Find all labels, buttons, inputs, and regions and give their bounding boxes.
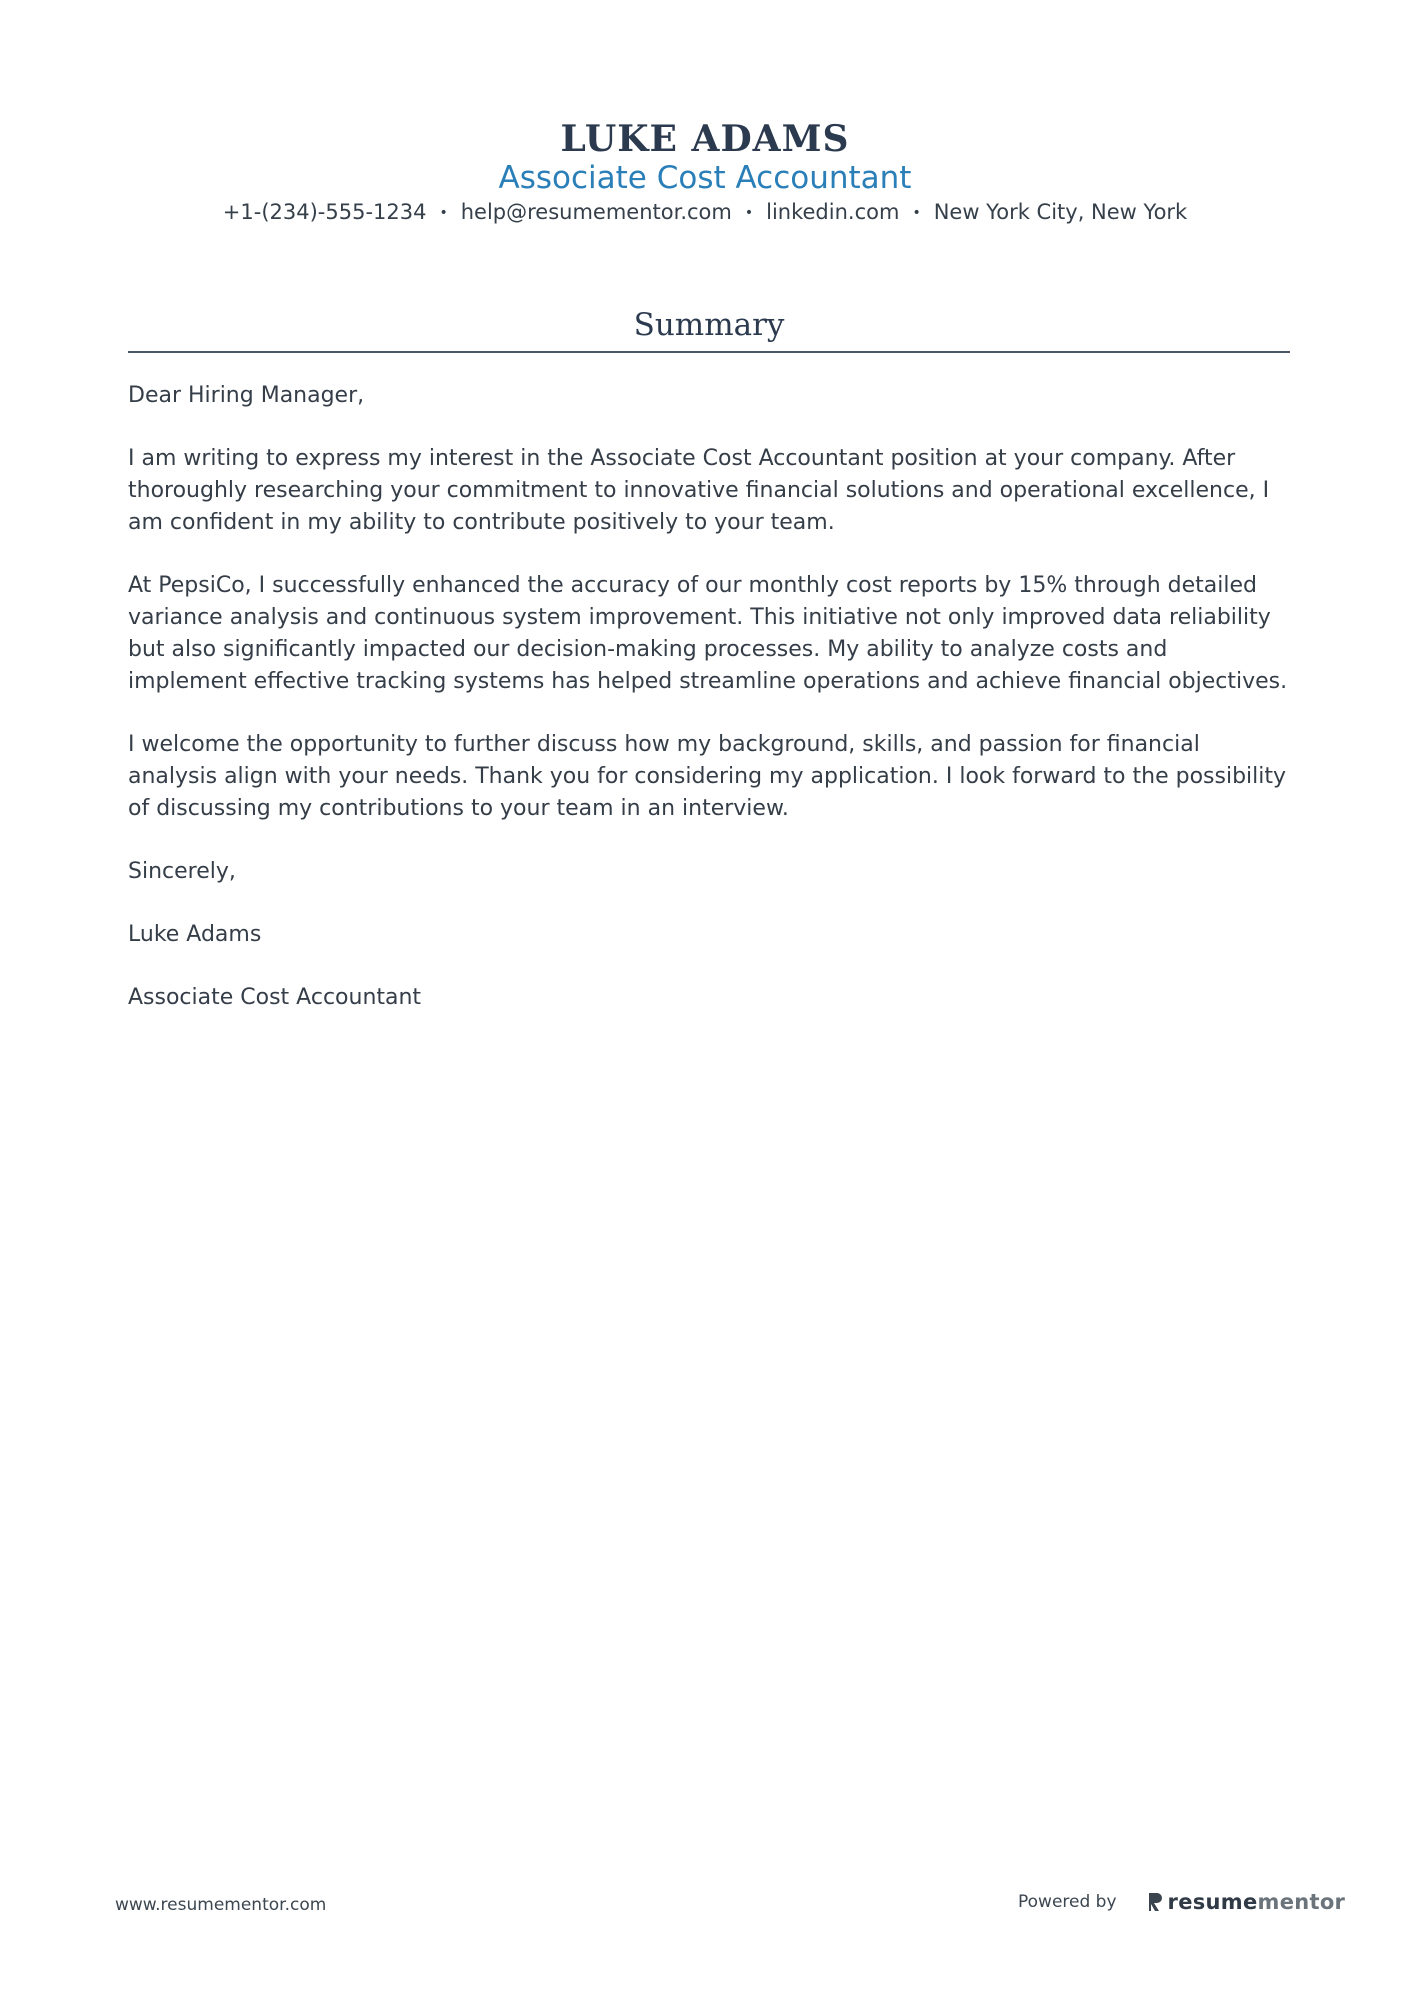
section-title-summary: Summary [633,307,785,343]
candidate-name: LUKE ADAMS [560,118,850,160]
brand-text-mentor: mentor [1257,1890,1346,1914]
contact-linkedin[interactable]: linkedin.com [766,200,900,224]
header [0,118,1410,227]
resumementor-logo-icon [1147,1892,1164,1912]
footer-website[interactable]: www.resumementor.com [115,1895,327,1915]
contact-separator: • [744,205,754,221]
contact-separator: • [912,205,921,221]
brand-text-resume: resume [1167,1890,1258,1914]
letter-body [128,380,1290,1045]
signature-title: Associate Cost Accountant [128,985,422,1010]
section-divider [128,351,1290,353]
letter-closing: Sincerely, [128,859,236,884]
letter-greeting: Dear Hiring Manager, [128,383,365,408]
signature-name: Luke Adams [128,922,262,947]
contact-location: New York City, New York [933,200,1188,224]
powered-by-label: Powered by [1018,1892,1117,1912]
contact-separator: • [439,205,448,221]
contact-phone: +1-(234)-555-1234 [222,200,427,224]
letter-paragraph: At PepsiCo, I successfully enhanced the accuracy of our monthly cost reports by 15% through detailed variance analysis and continuous system improvement. This initiative not only improved data reliability but also significantly impacted our decision-making processes. My ability to analyze costs and implement effective tracking systems has helped streamline operations and achieve financial objectives. [128,573,1288,694]
candidate-role: Associate Cost Accountant [498,160,912,196]
letter-paragraph: I am writing to express my interest in the Associate Cost Accountant position at your company. After thoroughly researching your commitment to innovative financial solutions and operational excellence, I am confident in my ability to contribute positively to your team. [128,446,1270,535]
footer-branding [1018,1889,1345,1915]
resumementor-logo[interactable] [1147,1890,1346,1914]
contact-line [0,198,1410,227]
letter-paragraph: I welcome the opportunity to further discuss how my background, skills, and passion for financial analysis align with your needs. Thank you for considering my application. I look forward to the possibility of discussing my contributions to your team in an interview. [128,732,1287,821]
contact-email[interactable]: help@resumementor.com [460,200,732,224]
